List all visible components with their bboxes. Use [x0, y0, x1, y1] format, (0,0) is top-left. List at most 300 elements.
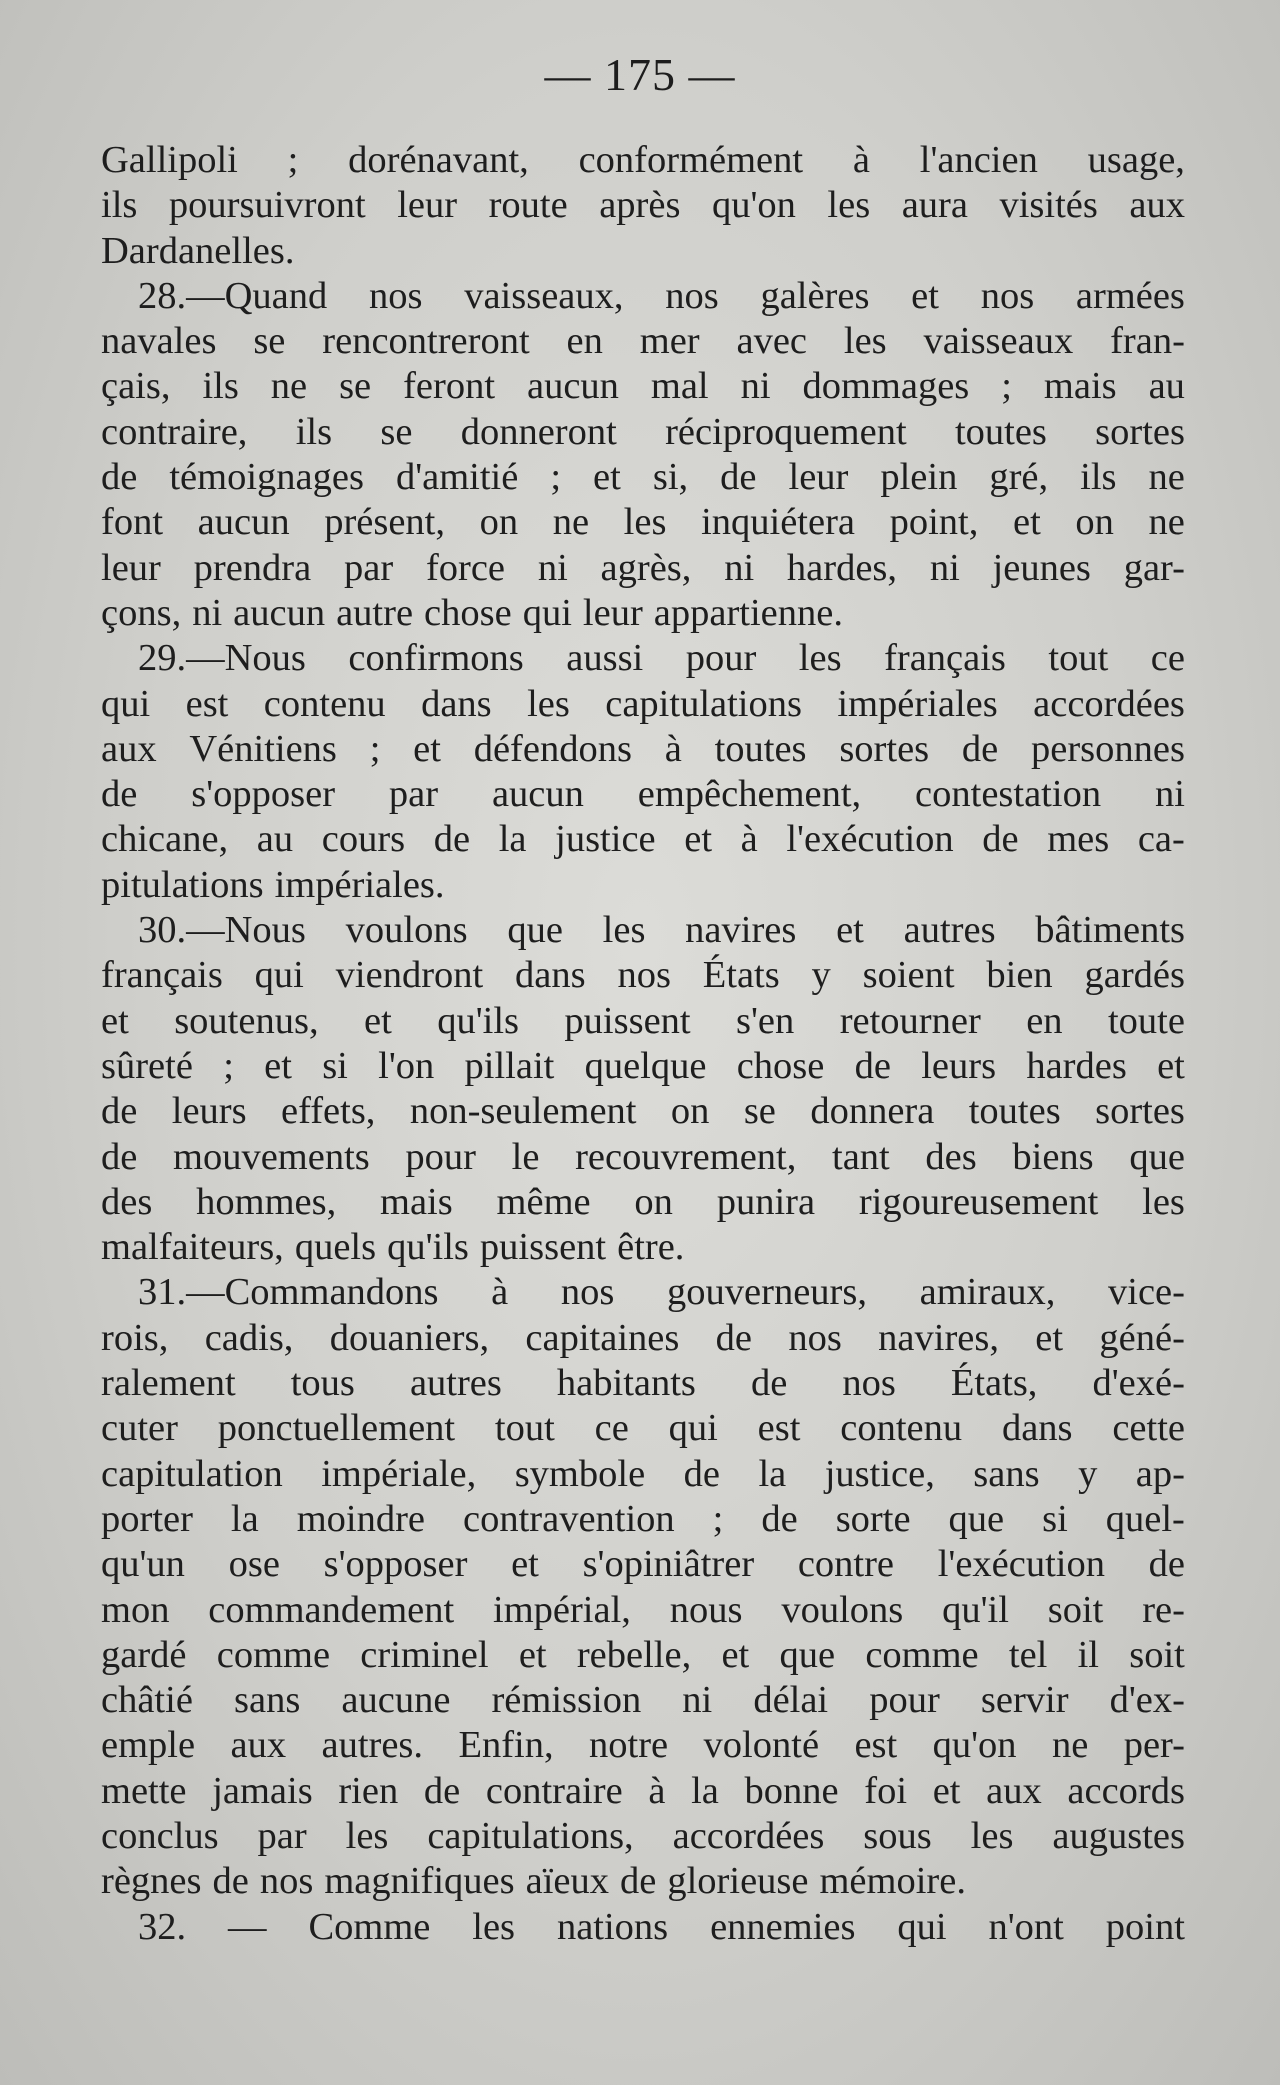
word: leurs	[921, 1044, 997, 1087]
word: chose	[736, 1044, 825, 1087]
word: ne	[1051, 1724, 1089, 1767]
word: ni	[682, 1679, 713, 1722]
word: autres	[409, 1362, 502, 1405]
word: feront	[403, 365, 496, 408]
word: et	[363, 999, 392, 1042]
word: le	[511, 1135, 540, 1178]
word: au	[256, 818, 294, 861]
text-line	[101, 1905, 1185, 1950]
word: biens	[1012, 1135, 1094, 1178]
word: par	[388, 773, 439, 816]
word: et	[101, 999, 129, 1042]
word: d'ex-	[1109, 1679, 1185, 1722]
word: sorte	[835, 1497, 911, 1540]
word: et	[264, 1044, 292, 1087]
word: de	[101, 1135, 138, 1178]
text-line	[101, 1542, 1185, 1587]
word: ennemies	[710, 1905, 856, 1948]
word: témoignages	[169, 456, 364, 499]
word: mémoire.	[819, 1860, 966, 1903]
word: gouverneurs,	[667, 1271, 867, 1314]
word: géné-	[1099, 1316, 1185, 1359]
word: puissent	[564, 999, 691, 1042]
word: autre	[336, 591, 414, 634]
word: contre	[797, 1543, 895, 1586]
word: y	[1078, 1452, 1098, 1495]
word: 29.—Nous	[138, 637, 306, 680]
word: mette	[101, 1769, 187, 1812]
word: de	[761, 1497, 798, 1540]
word: foi	[864, 1769, 908, 1812]
word: douaniers,	[329, 1316, 490, 1359]
word: les	[472, 1905, 516, 1948]
word: visités	[999, 184, 1098, 227]
word: çons,	[101, 591, 182, 634]
word: la	[230, 1497, 259, 1540]
word: est	[757, 1407, 801, 1450]
word: tout	[494, 1407, 555, 1450]
word: ils	[1080, 456, 1117, 499]
word: fran-	[1110, 320, 1185, 363]
word: à	[740, 818, 758, 861]
word: et	[684, 818, 713, 861]
word: aura	[901, 184, 968, 227]
word: force	[425, 546, 506, 589]
word: ne	[1148, 456, 1185, 499]
word: point,	[889, 501, 979, 544]
word: se	[253, 320, 286, 363]
word: aux	[1129, 184, 1185, 227]
text-line	[101, 1361, 1185, 1406]
word: nous	[669, 1588, 743, 1631]
word: jamais	[212, 1769, 313, 1812]
word: sortes	[1095, 410, 1185, 453]
word: que	[779, 1633, 836, 1676]
word: tous	[290, 1362, 355, 1405]
word: pour	[405, 1135, 476, 1178]
word: et	[721, 1633, 750, 1676]
page-body-text	[101, 138, 1185, 1950]
word: emple	[101, 1724, 196, 1767]
word: navires,	[878, 1316, 999, 1359]
word: usage,	[1087, 139, 1185, 181]
word: inquiétera	[701, 501, 855, 544]
word: leur	[101, 546, 161, 589]
word: rigoureusement	[858, 1180, 1099, 1223]
text-line	[101, 1588, 1185, 1633]
word: nos	[788, 1316, 842, 1359]
word: voulons	[781, 1588, 904, 1631]
word: bâtiments	[1035, 909, 1185, 952]
word: accordées	[1033, 682, 1185, 725]
word: cette	[1112, 1407, 1185, 1450]
word: tant	[832, 1135, 890, 1178]
text-line	[101, 908, 1185, 953]
word: point	[1105, 1905, 1185, 1948]
word: vaisseaux	[923, 320, 1074, 363]
word: bien	[986, 954, 1053, 997]
word: même	[496, 1180, 591, 1223]
word: dorénavant,	[348, 139, 529, 181]
word: on	[479, 501, 519, 544]
word: mer	[639, 320, 700, 363]
word: aucun	[233, 591, 326, 634]
word: pitulations	[101, 863, 264, 906]
word: ni	[192, 591, 223, 634]
word: on	[1075, 501, 1114, 544]
word: conformément	[578, 139, 804, 181]
word: voulons	[345, 909, 468, 952]
word: aucune	[341, 1679, 451, 1722]
word: nos	[842, 1362, 896, 1405]
word: les	[843, 320, 887, 363]
word: de	[620, 1860, 657, 1903]
word: aucun	[491, 773, 584, 816]
word: dans	[1001, 1407, 1073, 1450]
word: se	[339, 365, 372, 408]
word: en	[1026, 999, 1063, 1042]
word: empêchement,	[637, 773, 862, 816]
word: confirmons	[348, 637, 524, 680]
word: justice,	[824, 1452, 935, 1495]
word: soutenus,	[174, 999, 319, 1042]
word: hardes	[1026, 1044, 1127, 1087]
word: gré,	[989, 456, 1049, 499]
word: agrès,	[600, 546, 692, 589]
word: leur	[788, 456, 849, 499]
word: pillait	[464, 1044, 555, 1087]
word: sans	[234, 1679, 301, 1722]
word: ni	[929, 546, 960, 589]
word: nos	[259, 1860, 314, 1903]
word: aussi	[566, 637, 644, 680]
word: ce	[1150, 637, 1185, 680]
text-line	[101, 1044, 1185, 1089]
word: être.	[617, 1226, 685, 1269]
word: défendons	[473, 727, 632, 770]
word: recouvrement,	[575, 1135, 797, 1178]
word: ap-	[1135, 1452, 1185, 1495]
word: leur	[397, 184, 458, 227]
word: nos	[560, 1271, 615, 1314]
word: vaisseaux,	[464, 274, 624, 317]
word: soient	[862, 954, 955, 997]
word: mes	[1047, 818, 1110, 861]
word: soit	[1129, 1633, 1185, 1676]
word: ce	[594, 1407, 629, 1450]
word: qu'ils	[387, 1226, 469, 1269]
word: sûreté	[101, 1044, 193, 1087]
word: après	[599, 184, 681, 227]
word: ralement	[101, 1362, 236, 1405]
word: symbole	[514, 1452, 646, 1495]
text-line	[101, 364, 1185, 409]
word: ;	[287, 139, 299, 181]
word: ni	[1154, 773, 1185, 816]
word: impérial,	[493, 1588, 631, 1631]
word: et	[836, 909, 864, 952]
word: dommages	[802, 365, 970, 408]
word: sous	[863, 1814, 932, 1857]
text-line	[101, 138, 1185, 183]
word: aucun	[197, 501, 290, 544]
word: de	[750, 1362, 788, 1405]
word: ni	[724, 546, 755, 589]
word: contenu	[263, 682, 386, 725]
word: conclus	[101, 1814, 219, 1857]
word: chose	[424, 591, 512, 634]
word: sortes	[839, 727, 930, 770]
word: ils	[295, 410, 333, 453]
word: est	[854, 1724, 898, 1767]
word: toutes	[714, 727, 807, 770]
word: règnes	[101, 1860, 202, 1903]
word: Gallipoli	[101, 139, 238, 181]
word: de	[720, 456, 757, 499]
word: des	[925, 1135, 977, 1178]
word: soit	[1047, 1588, 1104, 1631]
word: cours	[321, 818, 406, 861]
word: qu'un	[101, 1543, 185, 1586]
word: bonne	[744, 1769, 839, 1812]
word: rémission	[491, 1679, 642, 1722]
word: s'en	[736, 999, 795, 1042]
word: plein	[880, 456, 958, 499]
word: accords	[1067, 1769, 1185, 1812]
word: ne	[270, 365, 308, 408]
text-line	[101, 229, 1185, 274]
word: châtié	[101, 1679, 193, 1722]
word: çais,	[101, 365, 171, 408]
word: donneront	[460, 410, 617, 453]
word: en	[566, 320, 603, 363]
word: rien	[338, 1769, 399, 1812]
text-line	[101, 682, 1185, 727]
text-line	[101, 1270, 1185, 1315]
word: Enfin,	[458, 1724, 554, 1767]
word: d'exé-	[1092, 1362, 1185, 1405]
word: États,	[950, 1362, 1038, 1405]
word: qui	[254, 954, 304, 997]
word: n'ont	[988, 1905, 1064, 1948]
text-line	[101, 1769, 1185, 1814]
text-line	[101, 183, 1185, 228]
word: ne	[552, 501, 590, 544]
word: galères	[760, 274, 870, 317]
word: si,	[652, 456, 689, 499]
word: rois,	[101, 1316, 169, 1359]
word: mon	[101, 1588, 170, 1631]
text-line	[101, 1089, 1185, 1134]
word: ni	[740, 365, 771, 408]
word: de	[1148, 1543, 1185, 1586]
word: qui	[101, 682, 151, 725]
word: nos	[665, 274, 719, 317]
word: ca-	[1137, 818, 1185, 861]
word: et	[511, 1543, 539, 1586]
word: de	[683, 1452, 720, 1495]
word: Dardanelles.	[101, 229, 295, 272]
word: glorieuse	[667, 1860, 809, 1903]
word: jeunes	[992, 546, 1091, 589]
word: que	[1129, 1135, 1185, 1178]
word: la	[691, 1769, 719, 1812]
text-line	[101, 817, 1185, 862]
word: que	[507, 909, 563, 952]
word: comme	[216, 1633, 331, 1676]
word: pour	[685, 637, 757, 680]
word: re-	[1142, 1588, 1185, 1631]
text-line	[101, 1180, 1185, 1225]
word: si	[1042, 1497, 1068, 1540]
word: se	[743, 1090, 776, 1133]
word: puissent	[479, 1226, 607, 1269]
word: qu'ils	[437, 999, 519, 1042]
word: volonté	[703, 1724, 820, 1767]
word: États	[702, 954, 780, 997]
word: armées	[1075, 274, 1185, 317]
word: ponctuellement	[217, 1407, 456, 1450]
word: impériale,	[321, 1452, 477, 1495]
word: si	[322, 1044, 348, 1087]
word: les	[798, 637, 842, 680]
word: et	[911, 274, 939, 317]
word: ils	[101, 184, 138, 227]
word: et	[413, 727, 441, 770]
word: dans	[421, 682, 492, 725]
word: navales	[101, 320, 217, 363]
word: de	[212, 1860, 249, 1903]
word: avec	[736, 320, 807, 363]
word: 28.—Quand	[138, 274, 328, 317]
word: effets,	[281, 1090, 376, 1133]
word: moindre	[296, 1497, 426, 1540]
text-line	[101, 727, 1185, 772]
word: mouvements	[173, 1135, 370, 1178]
word: on	[634, 1180, 673, 1223]
word: aucun	[527, 365, 619, 408]
word: gardés	[1084, 954, 1185, 997]
word: quelque	[584, 1044, 707, 1087]
word: de	[101, 1090, 138, 1133]
word: sortes	[1095, 1090, 1185, 1133]
word: ne	[1148, 501, 1185, 544]
text-line	[101, 546, 1185, 591]
word: ni	[537, 546, 568, 589]
word: rencontreront	[322, 320, 530, 363]
text-line	[101, 319, 1185, 364]
word: et	[518, 1633, 547, 1676]
word: l'on	[378, 1044, 435, 1087]
word: sans	[973, 1452, 1040, 1495]
word: qu'il	[942, 1588, 1009, 1631]
word: Comme	[308, 1905, 431, 1948]
text-line	[101, 772, 1185, 817]
text-line	[101, 591, 1185, 636]
word: quel-	[1105, 1497, 1185, 1540]
word: qui	[522, 591, 572, 634]
text-line	[101, 863, 1185, 908]
word: impériales.	[274, 863, 445, 906]
word: 31.—Commandons	[138, 1271, 439, 1314]
word: présent,	[324, 501, 445, 544]
word: des	[101, 1180, 153, 1223]
word: à	[491, 1271, 509, 1314]
text-line	[101, 1316, 1185, 1361]
word: font	[101, 501, 164, 544]
text-line	[101, 1678, 1185, 1723]
word: quels	[294, 1226, 377, 1269]
word: les	[527, 682, 570, 725]
word: s'opposer	[323, 1543, 468, 1586]
word: chicane,	[101, 818, 229, 861]
word: contenu	[840, 1407, 963, 1450]
text-line	[101, 999, 1185, 1044]
word: d'amitié	[395, 456, 519, 499]
text-line	[101, 455, 1185, 500]
word: ;	[1001, 365, 1012, 408]
word: navires	[685, 909, 797, 952]
word: commandement	[208, 1588, 455, 1631]
word: tout	[1048, 637, 1109, 680]
word: contraire,	[101, 410, 248, 453]
word: et	[1035, 1316, 1064, 1359]
word: par	[257, 1814, 307, 1857]
word: de	[715, 1316, 753, 1359]
word: 30.—Nous	[138, 909, 306, 952]
word: cadis,	[204, 1316, 294, 1359]
word: qu'on	[711, 184, 796, 227]
word: pour	[869, 1679, 940, 1722]
word: mais	[380, 1180, 453, 1223]
word: habitants	[556, 1362, 696, 1405]
word: contravention	[463, 1497, 675, 1540]
word: magnifiques	[324, 1860, 515, 1903]
word: de	[423, 1769, 461, 1812]
word: ose	[228, 1543, 280, 1586]
word: autres	[903, 909, 996, 952]
word: à	[648, 1769, 666, 1812]
word: et	[1013, 501, 1041, 544]
word: leur	[582, 591, 643, 634]
word: mais	[1043, 365, 1117, 408]
word: de	[854, 1044, 891, 1087]
word: ;	[223, 1044, 234, 1087]
word: nos	[980, 274, 1035, 317]
word: de	[101, 773, 138, 816]
word: à	[664, 727, 682, 770]
word: impériales	[837, 682, 998, 725]
word: de	[961, 727, 999, 770]
text-line	[101, 1633, 1185, 1678]
word: prendra	[193, 546, 312, 589]
word: on	[670, 1090, 710, 1133]
word: qui	[897, 1905, 947, 1948]
word: que	[948, 1497, 1005, 1540]
word: retourner	[839, 999, 981, 1042]
word: aux	[101, 727, 157, 770]
word: nos	[369, 274, 423, 317]
word: servir	[980, 1679, 1069, 1722]
word: Vénitiens	[189, 727, 337, 770]
word: poursuivront	[168, 184, 366, 227]
word: de	[433, 818, 471, 861]
word: ;	[369, 727, 381, 770]
word: amiraux,	[919, 1271, 1056, 1314]
word: qui	[668, 1407, 718, 1450]
text-line	[101, 1723, 1185, 1768]
word: à	[852, 139, 870, 181]
